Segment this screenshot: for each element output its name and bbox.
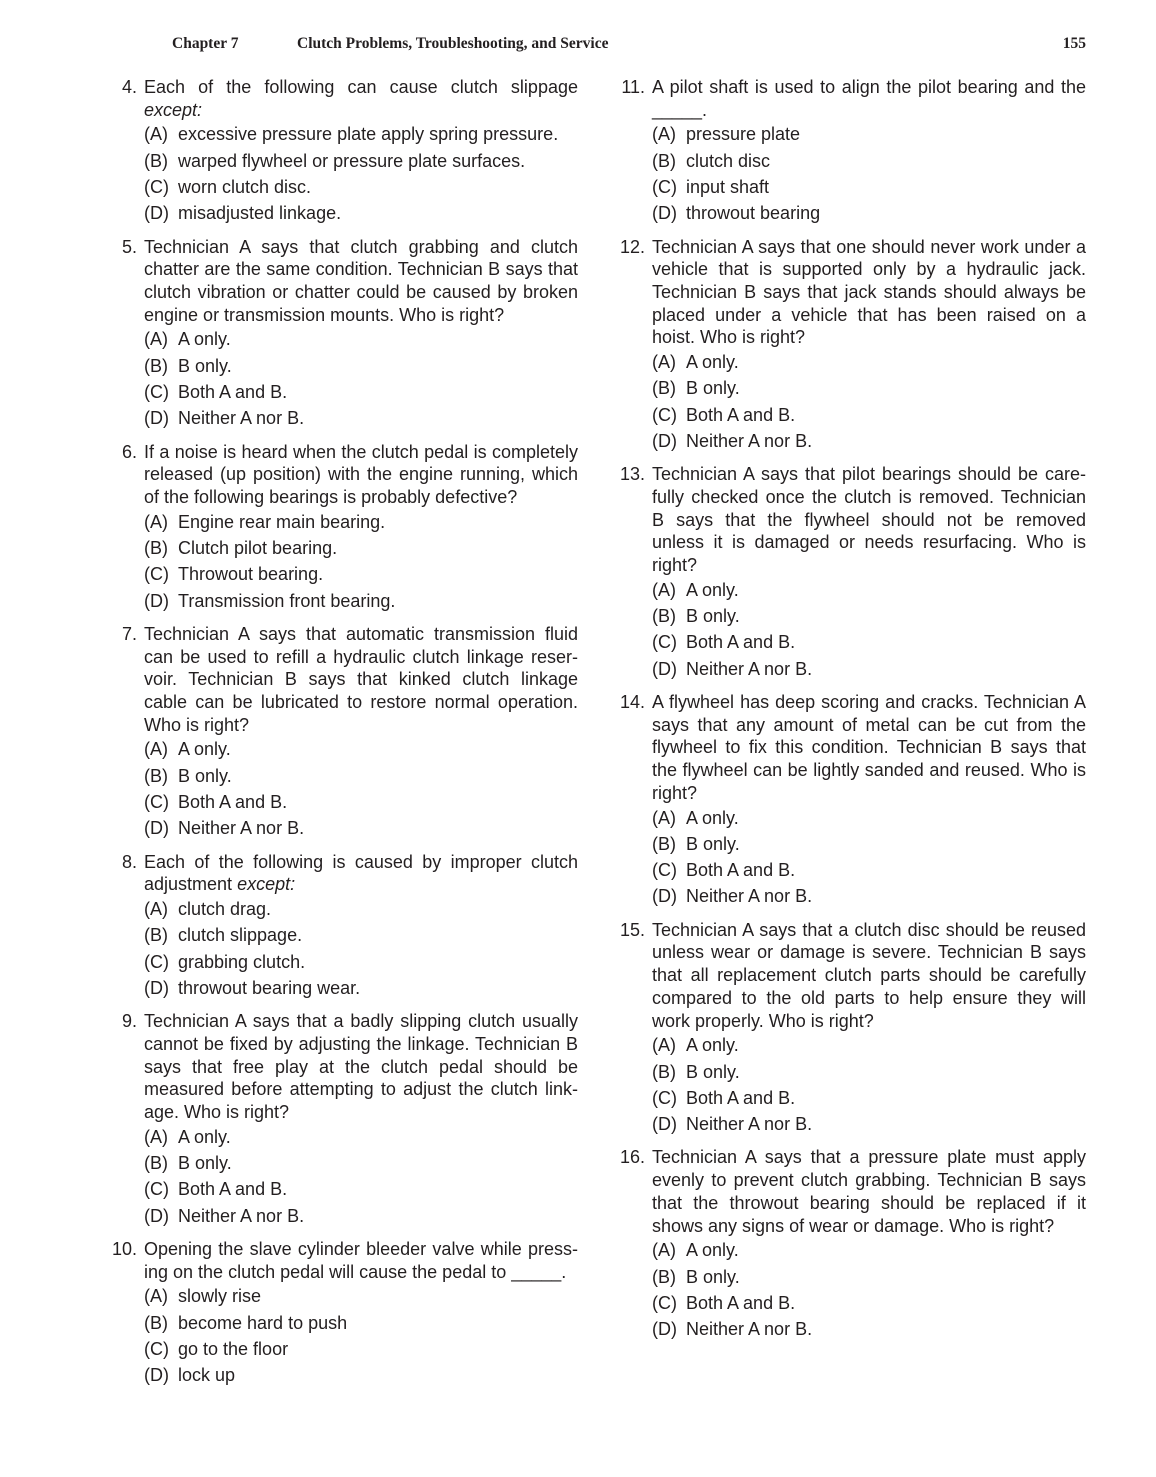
- question: [619, 236, 1086, 455]
- question-stem: [144, 1238, 578, 1283]
- option-letter: (D): [144, 590, 169, 611]
- option-text: Neither A nor B.: [178, 1205, 305, 1226]
- question: [121, 851, 578, 1002]
- option-text: become hard to push: [178, 1312, 348, 1333]
- question-number: 6.: [121, 441, 137, 462]
- question: [619, 463, 1086, 682]
- option-letter: (A): [144, 1286, 168, 1307]
- question-number: 4.: [121, 77, 137, 97]
- option-text: A only.: [178, 329, 231, 350]
- option-text: clutch disc: [686, 150, 771, 171]
- option-letter: (B): [144, 538, 168, 558]
- answer-option: [652, 883, 1086, 909]
- option-text: input shaft: [686, 177, 770, 197]
- option-letter: (D): [652, 431, 677, 451]
- question: [121, 236, 578, 432]
- option-text: B only.: [686, 833, 740, 854]
- answer-option: [144, 174, 578, 200]
- option-letter: (B): [144, 765, 168, 786]
- answer-option: [652, 174, 1086, 200]
- answer-option: [144, 1150, 578, 1176]
- question-emphasis: except:: [237, 874, 296, 895]
- option-letter: (B): [652, 1061, 676, 1082]
- option-text: Clutch pilot bearing.: [178, 538, 338, 558]
- answer-option: [652, 603, 1086, 629]
- answer-option: [652, 375, 1086, 401]
- question-number: 15.: [619, 919, 645, 940]
- question-number: 11.: [621, 77, 645, 97]
- question: [121, 441, 578, 614]
- chapter-label: Chapter 7: [172, 35, 239, 52]
- option-letter: (D): [652, 658, 677, 679]
- left-column: [111, 76, 578, 1397]
- question-number: 16.: [619, 1147, 645, 1168]
- answer-option: [652, 121, 1086, 147]
- option-letter: (C): [652, 860, 677, 881]
- question: [121, 76, 578, 227]
- option-text: Both A and B.: [178, 1179, 288, 1200]
- option-text: Neither A nor B.: [178, 408, 305, 429]
- option-letter: (A): [652, 1240, 676, 1261]
- option-text: B only.: [178, 1153, 232, 1173]
- option-letter: (D): [144, 203, 169, 224]
- option-letter: (C): [652, 1292, 677, 1313]
- option-letter: (C): [144, 951, 169, 972]
- answer-option: [652, 857, 1086, 883]
- option-letter: (D): [652, 886, 677, 907]
- option-letter: (B): [652, 1266, 676, 1287]
- answer-option: [652, 1059, 1086, 1085]
- option-letter: (B): [144, 925, 168, 946]
- option-letter: (C): [144, 1179, 169, 1200]
- option-letter: (A): [144, 511, 168, 532]
- option-text: Throwout bearing.: [178, 564, 324, 585]
- answer-option: [144, 509, 578, 535]
- option-text: Both A and B.: [686, 1292, 796, 1313]
- answer-option: [652, 656, 1086, 682]
- option-text: Both A and B.: [686, 632, 796, 653]
- option-letter: (C): [652, 177, 677, 197]
- question-number: 10.: [111, 1238, 137, 1259]
- answer-option: [652, 148, 1086, 174]
- option-text: B only.: [686, 1061, 740, 1082]
- answer-option: [652, 1237, 1086, 1263]
- option-text: B only.: [686, 1266, 740, 1287]
- question-stem: [144, 623, 578, 737]
- option-text: A only.: [686, 1035, 739, 1056]
- option-letter: (D): [144, 977, 169, 998]
- option-text: clutch slippage.: [178, 925, 303, 946]
- option-letter: (C): [144, 792, 169, 812]
- chapter-title: Clutch Problems, Troubleshooting, and Service: [297, 35, 609, 52]
- option-letter: (A): [144, 739, 168, 760]
- option-letter: (D): [652, 1319, 677, 1340]
- option-text: throwout bearing wear.: [178, 977, 361, 998]
- answer-option: [144, 975, 578, 1001]
- option-letter: (C): [144, 382, 169, 402]
- option-letter: (B): [144, 1312, 168, 1333]
- question-stem: [144, 236, 578, 327]
- answer-option: [144, 815, 578, 841]
- option-text: Both A and B.: [178, 382, 288, 402]
- option-text: Both A and B.: [178, 792, 288, 812]
- option-text: A only.: [686, 807, 739, 828]
- question-number: 7.: [121, 623, 137, 644]
- answer-option: [652, 1316, 1086, 1342]
- answer-option: [652, 428, 1086, 454]
- option-text: pressure plate: [686, 124, 801, 145]
- answer-option: [652, 1290, 1086, 1316]
- option-text: Neither A nor B.: [686, 1319, 813, 1340]
- question: [111, 1238, 578, 1389]
- answer-option: [144, 1176, 578, 1202]
- option-text: grabbing clutch.: [178, 951, 306, 972]
- option-text: A only.: [686, 1240, 739, 1261]
- option-text: Neither A nor B.: [686, 886, 813, 907]
- option-text: B only.: [178, 765, 232, 786]
- option-letter: (C): [652, 404, 677, 425]
- answer-option: [652, 1032, 1086, 1058]
- option-letter: (A): [652, 1035, 676, 1056]
- question-text: A flywheel has deep scoring and cracks. Technician A says that any amount of metal can be cut from the flywheel to fix this condition. Technician B says that the flywheel can be lightly sanded and reused. Who is right?: [652, 692, 1086, 803]
- answer-option: [652, 200, 1086, 226]
- option-letter: (A): [652, 807, 676, 828]
- question-number: 13.: [619, 464, 645, 485]
- question: [619, 691, 1086, 910]
- question-text: Technician A says that a badly slipping clutch usually cannot be fixed by adjusting the linkage. Technician B says that free play at the clutch pedal should be measured before attempting to adjust the clutch link-age. Who is right?: [144, 1011, 578, 1122]
- question-emphasis: except:: [144, 99, 203, 120]
- option-text: Both A and B.: [686, 860, 796, 881]
- answer-option: [652, 349, 1086, 375]
- answer-option: [652, 1111, 1086, 1137]
- answer-option: [652, 629, 1086, 655]
- question-stem: [144, 851, 578, 896]
- question-stem: [652, 463, 1086, 577]
- question-text: Technician A says that one should never work under a vehicle that is supported only by a hydraulic jack. Technician B says that jack stands should always be placed under a vehicle that has been raised on a hoist. Who is right?: [652, 236, 1086, 348]
- question-text: Technician A says that clutch grabbing and clutch chatter are the same condition. Technician B says that clutch vibration or chatter could be caused by broken engine or transmission mounts. Who is right?: [144, 236, 578, 325]
- option-letter: (C): [652, 1087, 677, 1108]
- question: [121, 1010, 578, 1229]
- question-stem: [652, 1146, 1086, 1237]
- option-text: A only.: [178, 739, 231, 760]
- option-letter: (C): [144, 1338, 169, 1359]
- question-text: Each of the following can cause clutch slippage: [144, 77, 578, 97]
- option-text: Neither A nor B.: [178, 818, 305, 839]
- question-text: Technician A says that pilot bearings should be care-fully checked once the clutch is removed. Technician B says that the flywheel should not be removed unless it is damaged or needs resurfacing. Who is right?: [652, 464, 1086, 576]
- option-text: B only.: [686, 378, 740, 399]
- option-text: excessive pressure plate apply spring pressure.: [178, 124, 559, 145]
- option-text: Transmission front bearing.: [178, 590, 396, 611]
- option-text: go to the floor: [178, 1338, 289, 1359]
- question-text: Each of the following is caused by improper clutch adjustment: [144, 851, 578, 895]
- option-letter: (A): [652, 352, 676, 373]
- answer-option: [652, 402, 1086, 428]
- question: [619, 1146, 1086, 1342]
- answer-option: [144, 1362, 578, 1388]
- option-text: worn clutch disc.: [178, 177, 312, 197]
- question-text: Technician A says that a clutch disc should be reused unless wear or damage is severe. Technician B says that all replacement clutch parts should be carefully compared to the old parts to help ensure they will work properly. Who is right?: [652, 919, 1086, 1031]
- option-text: Neither A nor B.: [686, 431, 813, 451]
- answer-option: [144, 1310, 578, 1336]
- option-letter: (C): [144, 177, 169, 197]
- option-letter: (A): [144, 124, 168, 145]
- answer-option: [144, 896, 578, 922]
- question-text: Technician A says that automatic transmission fluid can be used to refill a hydraulic clutch linkage reser-voir. Technician B says that kinked clutch linkage cable can be lubricated to restore normal operation. Who is right?: [144, 623, 578, 735]
- question-stem: [144, 1010, 578, 1124]
- answer-option: [144, 121, 578, 147]
- option-text: clutch drag.: [178, 899, 272, 919]
- answer-option: [144, 200, 578, 226]
- question-stem: [652, 691, 1086, 805]
- page-number: 155: [1062, 35, 1086, 52]
- option-text: lock up: [178, 1365, 236, 1386]
- option-text: A only.: [178, 1126, 231, 1147]
- option-letter: (B): [652, 833, 676, 854]
- answer-option: [144, 588, 578, 614]
- answer-option: [144, 1203, 578, 1229]
- answer-option: [144, 535, 578, 561]
- question: [121, 623, 578, 842]
- option-text: B only.: [178, 355, 232, 376]
- option-text: Engine rear main bearing.: [178, 511, 386, 532]
- option-letter: (A): [144, 1126, 168, 1147]
- answer-option: [144, 1283, 578, 1309]
- answer-option: [652, 805, 1086, 831]
- page-header: [172, 35, 1086, 53]
- answer-option: [652, 577, 1086, 603]
- option-text: throwout bearing: [686, 203, 821, 224]
- option-text: B only.: [686, 606, 740, 627]
- option-letter: (B): [144, 150, 168, 171]
- option-text: Both A and B.: [686, 404, 796, 425]
- question: [619, 919, 1086, 1138]
- option-letter: (A): [144, 329, 168, 350]
- option-letter: (D): [144, 1365, 169, 1386]
- option-letter: (A): [652, 124, 676, 145]
- option-letter: (B): [652, 606, 676, 627]
- answer-option: [144, 763, 578, 789]
- answer-option: [144, 353, 578, 379]
- option-letter: (B): [652, 378, 676, 399]
- option-letter: (D): [652, 1114, 677, 1135]
- answer-option: [144, 148, 578, 174]
- right-column: [619, 76, 1086, 1351]
- answer-option: [652, 831, 1086, 857]
- question-stem: [652, 236, 1086, 350]
- question-number: 9.: [121, 1011, 137, 1032]
- answer-option: [144, 949, 578, 975]
- option-letter: (B): [144, 1153, 168, 1173]
- question-stem: [144, 441, 578, 509]
- option-letter: (D): [144, 408, 169, 429]
- option-text: Both A and B.: [686, 1087, 796, 1108]
- question-number: 12.: [619, 236, 645, 257]
- answer-option: [652, 1264, 1086, 1290]
- answer-option: [144, 736, 578, 762]
- question-text: Technician A says that a pressure plate must apply evenly to prevent clutch grabbing. Technician B says that the throwout bearing should be replaced if it shows any signs of wear or damage. Who is right?: [652, 1147, 1086, 1236]
- question-number: 8.: [121, 851, 137, 872]
- option-text: misadjusted linkage.: [178, 203, 342, 224]
- option-letter: (B): [652, 150, 676, 171]
- answer-option: [144, 379, 578, 405]
- option-letter: (C): [144, 564, 169, 585]
- option-letter: (D): [144, 818, 169, 839]
- option-text: warped flywheel or pressure plate surfaces.: [178, 150, 526, 171]
- option-text: Neither A nor B.: [686, 658, 813, 679]
- question-stem: [652, 919, 1086, 1033]
- option-letter: (A): [652, 579, 676, 600]
- question-text: Opening the slave cylinder bleeder valve while press-ing on the clutch pedal will cause the pedal to _____.: [144, 1238, 578, 1282]
- option-letter: (D): [652, 203, 677, 224]
- answer-option: [652, 1085, 1086, 1111]
- question-stem: [144, 76, 578, 121]
- option-text: slowly rise: [178, 1286, 262, 1307]
- option-text: A only.: [686, 352, 739, 373]
- question-text: A pilot shaft is used to align the pilot bearing and the _____.: [652, 77, 1086, 120]
- option-letter: (C): [652, 632, 677, 653]
- answer-option: [144, 405, 578, 431]
- question: [621, 76, 1086, 227]
- answer-option: [144, 1336, 578, 1362]
- question-number: 5.: [121, 236, 137, 257]
- question-text: If a noise is heard when the clutch pedal is completely released (up position) with the engine running, which of the following bearings is probably defective?: [144, 441, 578, 507]
- answer-option: [144, 1124, 578, 1150]
- option-letter: (B): [144, 355, 168, 376]
- answer-option: [144, 922, 578, 948]
- option-letter: (A): [144, 899, 168, 919]
- option-text: A only.: [686, 579, 739, 600]
- answer-option: [144, 326, 578, 352]
- question-stem: [652, 76, 1086, 121]
- question-number: 14.: [619, 692, 645, 712]
- option-letter: (D): [144, 1205, 169, 1226]
- answer-option: [144, 789, 578, 815]
- answer-option: [144, 561, 578, 587]
- option-text: Neither A nor B.: [686, 1114, 813, 1135]
